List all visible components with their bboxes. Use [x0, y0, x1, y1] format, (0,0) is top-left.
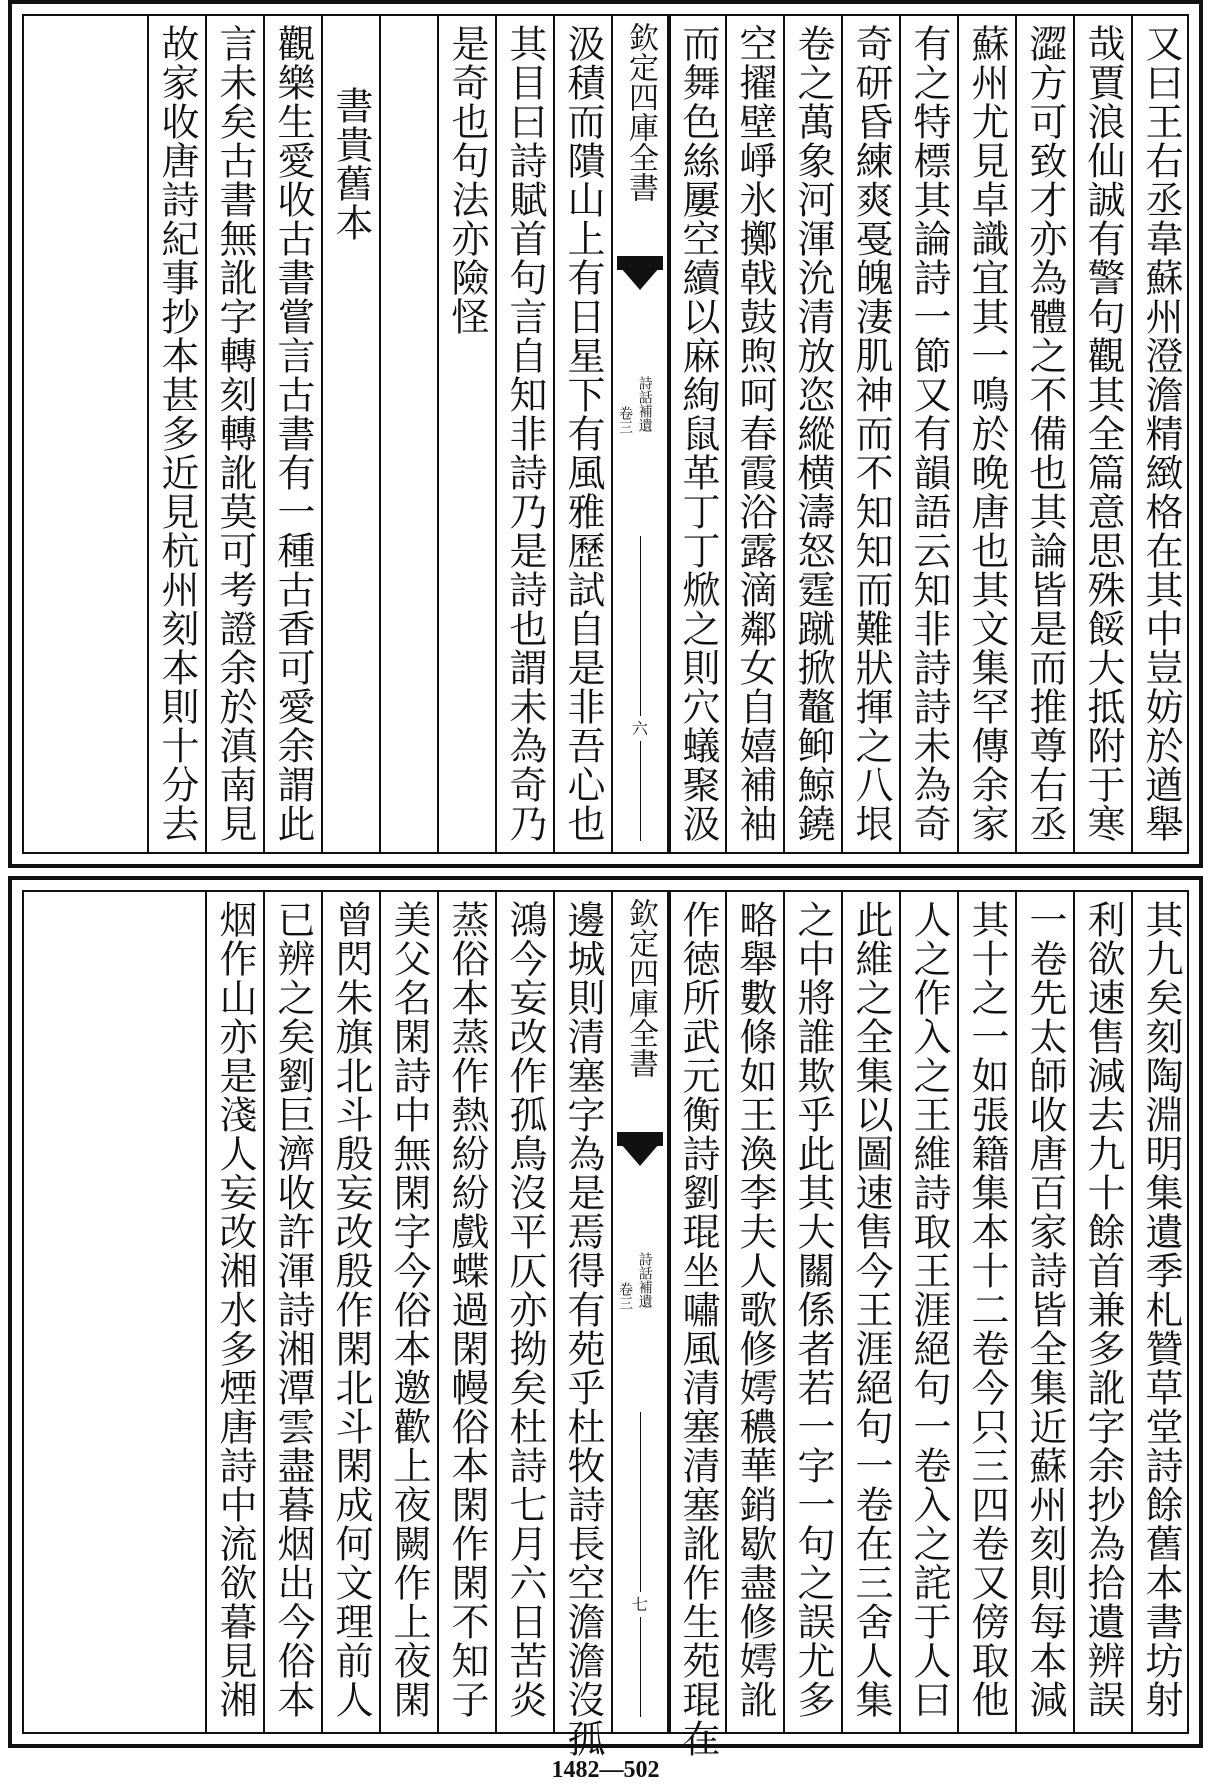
- text-column: 而舞色絲屢空續以麻絢鼠革丁丁焮之則穴蟻聚汲: [669, 16, 725, 852]
- text-column: 人之作入之王維詩取王涯絕句一卷入之詫于人曰: [899, 892, 957, 1732]
- book-series-title: 欽定四庫全書: [623, 898, 658, 1078]
- fold-line: [640, 1412, 641, 1592]
- text-column: 一卷先太師收唐百家詩皆全集近蘇州刻則每本減: [1015, 892, 1073, 1732]
- text-column: 汲積而隤山上有日星下有風雅歷試自是非吾心也: [553, 16, 611, 852]
- book-title: 詩話補遺: [636, 1252, 653, 1308]
- fold-line: [640, 1617, 641, 1717]
- text-column: 澀方可致才亦為體之不備也其論皆是而推尊右丞: [1015, 16, 1073, 852]
- text-column: 邊城則清塞字為是焉得有苑乎杜牧詩長空澹澹沒孤: [553, 892, 611, 1732]
- text-column: 卷之萬象河渾沇清放恣縱横濤怒霆蹴掀鼇䲟鯨鐃: [783, 16, 841, 852]
- page-top: [8, 0, 1203, 868]
- center-fold: [611, 16, 669, 852]
- text-column: [379, 16, 437, 852]
- fold-line: [640, 741, 641, 841]
- page-footer-number: 1482—502: [551, 1757, 660, 1783]
- volume-label: 卷三: [617, 406, 633, 434]
- text-column: 言未矣古書無訛字轉刻轉訛莫可考證余於滇南見: [205, 16, 263, 852]
- text-column: 鴻今妄改作孤鳥沒平仄亦拗矣杜詩七月六日苦炎: [495, 892, 553, 1732]
- fold-line: [640, 536, 641, 716]
- text-column: 其九矣刻陶淵明集遺季札贊草堂詩餘舊本書坊射: [1131, 892, 1189, 1732]
- text-column: 其十之一如張籍集本十二卷今只三四卷又傍取他: [957, 892, 1015, 1732]
- text-column: 是奇也句法亦險怪: [437, 16, 495, 852]
- text-column: 觀樂生愛收古書嘗言古書有一種古香可愛余謂此: [263, 16, 321, 852]
- text-column: 曾閃朱旗北斗殷妄改殷作閑北斗閑成何文理前人: [321, 892, 379, 1732]
- page-frame: [22, 890, 1189, 1758]
- text-column: 有之特標其論詩一節又有韻語云知非詩詩未為奇: [899, 16, 957, 852]
- book-series-title: 欽定四庫全書: [623, 22, 658, 202]
- page-bottom: [8, 876, 1203, 1758]
- fishtail-mark: [617, 256, 663, 296]
- text-column: 之中將誰欺乎此其大關係者若一字一句之誤尤多: [783, 892, 841, 1732]
- text-column: 蘇州尤見卓識宜其一鳴於晚唐也其文集罕傳余家: [957, 16, 1015, 852]
- center-fold: [611, 892, 669, 1732]
- book-title: 詩話補遺: [636, 376, 653, 432]
- text-column: 作徳所武元衡詩劉琨坐嘯風清塞清塞訛作生苑琨在: [669, 892, 725, 1732]
- text-column: 已辨之矣劉巨濟收許渾詩湘潭雲盡暮烟出今俗本: [263, 892, 321, 1732]
- volume-label: 卷三: [617, 1282, 633, 1310]
- page-frame: [22, 14, 1189, 854]
- section-heading-column: 書貴舊本: [321, 16, 379, 852]
- text-column: 空擢壁崢氷擲戟鼓煦呵春霞浴露滴鄰女自嬉補袖: [725, 16, 783, 852]
- text-column: 美父名閑詩中無閑字今俗本邀歡上夜闕作上夜閑: [379, 892, 437, 1732]
- text-column: 又曰王右丞韋蘇州澄澹精緻格在其中豈妨於遒舉: [1131, 16, 1189, 852]
- text-column: 故家收唐詩紀事抄本甚多近見杭州刻本則十分去: [147, 16, 205, 852]
- fishtail-mark: [617, 1132, 663, 1172]
- text-column: 利欲速售減去九十餘首兼多訛字余抄為拾遺辨誤: [1073, 892, 1131, 1732]
- page-number: 七: [631, 1595, 648, 1614]
- text-column: 略舉數條如王渙李夫人歌修嫮穠華銷歇盡修嫮訛: [725, 892, 783, 1732]
- text-column: 其目曰詩賦首句言自知非詩乃是詩也謂未為奇乃: [495, 16, 553, 852]
- text-column: 奇研昏練爽戞魄淒肌神而不知知而難狀揮之八垠: [841, 16, 899, 852]
- text-column: 蒸俗本蒸作熱紛紛戲蝶過閑幔俗本閑作閑不知子: [437, 892, 495, 1732]
- text-column: 烟作山亦是淺人妄改湘水多煙唐詩中流欲暮見湘: [205, 892, 263, 1732]
- text-column: 此維之全集以圖速售今王涯絕句一卷在三舍人集: [841, 892, 899, 1732]
- page-number: 六: [631, 719, 648, 738]
- text-column: 哉賈浪仙誠有警句觀其全篇意思殊餒大抵附于寒: [1073, 16, 1131, 852]
